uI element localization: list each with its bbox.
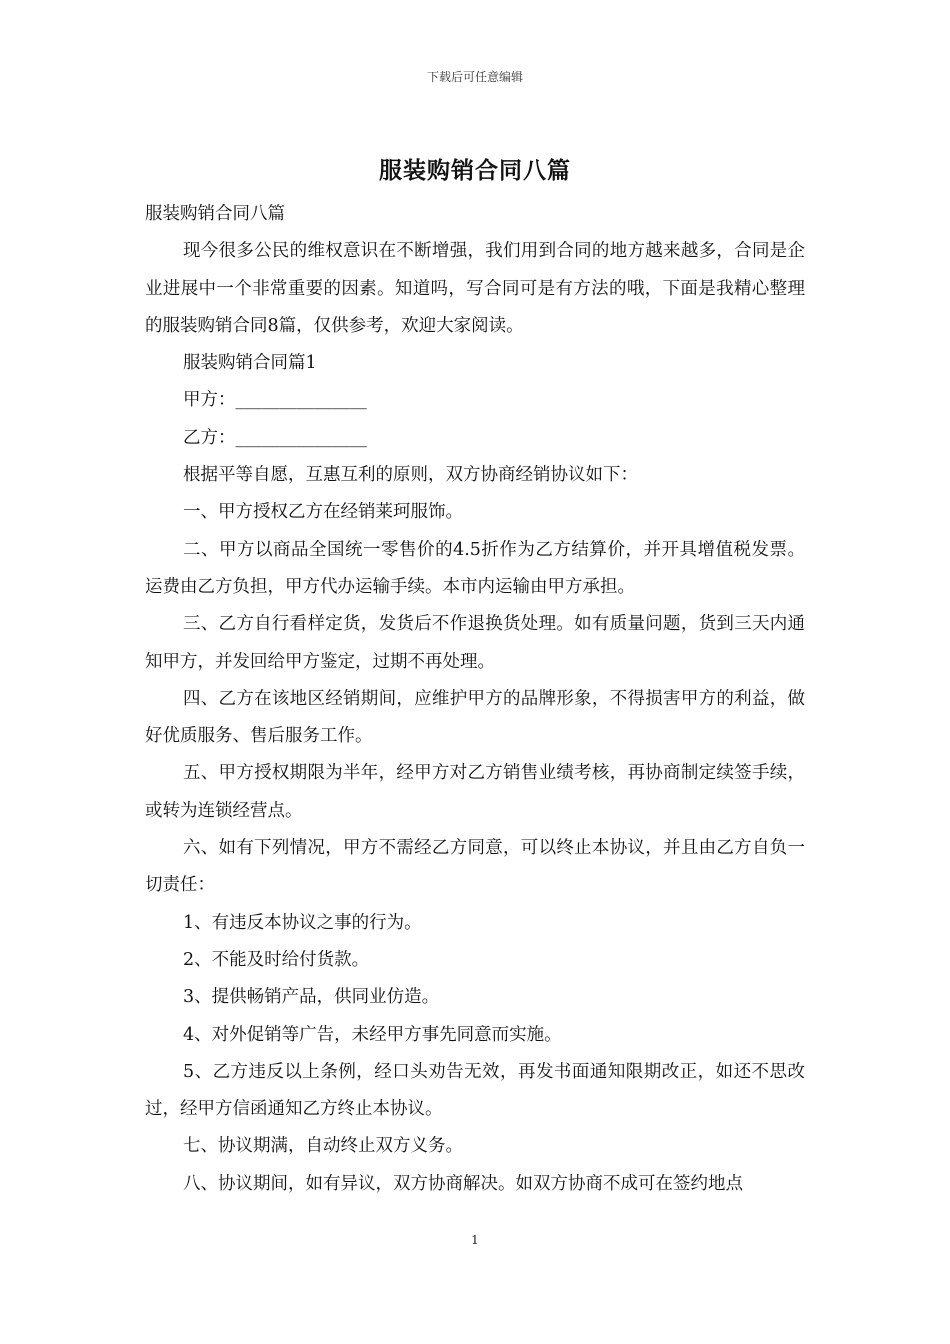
clause-4: 四、乙方在该地区经销期间，应维护甲方的品牌形象，不得损害甲方的利益，做好优质服务、售后服务工作。 [145, 688, 805, 747]
clause-8: 八、协议期间，如有异议，双方协商解决。如双方协商不成可在签约地点 [183, 1173, 743, 1194]
document-title: 服装购销合同八篇 [379, 157, 571, 184]
party-b-field: 乙方：_______________ [183, 427, 367, 448]
section-heading: 服装购销合同篇1 [183, 353, 317, 374]
clause-7: 七、协议期满，自动终止双方义务。 [183, 1136, 463, 1157]
clause-6-item-1: 1、有违反本协议之事的行为。 [183, 912, 422, 933]
clause-1: 一、甲方授权乙方在经销莱珂服饰。 [183, 502, 463, 523]
clause-6-item-5: 5、乙方违反以上条例，经口头劝告无效，再发书面通知限期改正，如还不思改过，经甲方信函通知乙方终止本协议。 [145, 1061, 805, 1120]
document-subtitle: 服装购销合同八篇 [145, 204, 285, 224]
clause-6-item-3: 3、提供畅销产品，供同业仿造。 [183, 987, 440, 1008]
party-a-field: 甲方：_______________ [183, 390, 367, 411]
clause-6-item-2: 2、不能及时给付货款。 [183, 949, 370, 970]
paragraph-principle: 根据平等自愿，互惠互利的原则，双方协商经销协议如下： [183, 465, 638, 486]
page-number: 1 [471, 1233, 479, 1247]
clause-5: 五、甲方授权期限为半年，经甲方对乙方销售业绩考核，再协商制定续签手续，或转为连锁经营点。 [145, 763, 805, 821]
document-body [145, 196, 805, 1203]
clause-6-item-4: 4、对外促销等广告，未经甲方事先同意而实施。 [183, 1024, 562, 1045]
header-note: 下载后可任意编辑 [426, 70, 523, 84]
clause-6: 六、如有下列情况，甲方不需经乙方同意，可以终止本协议，并且由乙方自负一切责任： [145, 838, 805, 896]
clause-2: 二、甲方以商品全国统一零售价的4.5折作为乙方结算价，并开具增值税发票。运费由乙方负担，甲方代办运输手续。本市内运输由甲方承担。 [145, 539, 805, 597]
clause-3: 三、乙方自行看样定货，发货后不作退换货处理。如有质量问题，货到三天内通知甲方，并发回给甲方鉴定，过期不再处理。 [145, 614, 805, 672]
paragraph-intro: 现今很多公民的维权意识在不断增强，我们用到合同的地方越来越多，合同是企业进展中一个非常重要的因素。知道吗，写合同可是有方法的哦，下面是我精心整理的服装购销合同8篇，仅供参考，欢迎大家阅读。 [145, 241, 805, 336]
